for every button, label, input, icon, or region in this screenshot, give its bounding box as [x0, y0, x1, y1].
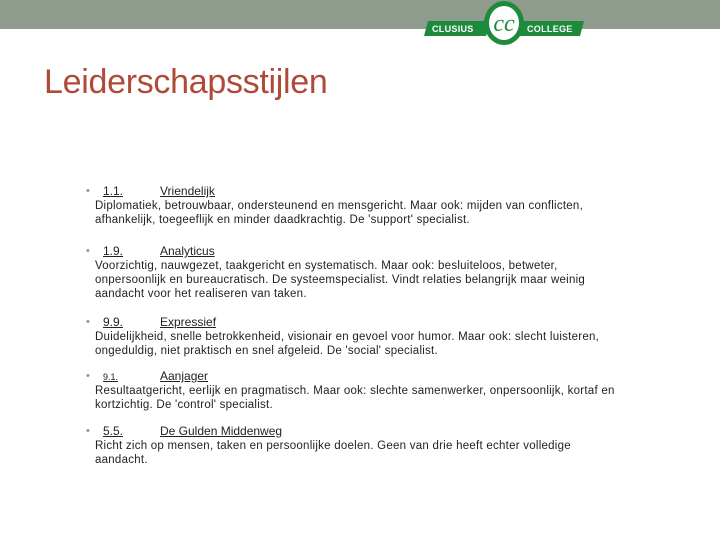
bullet: •	[86, 316, 90, 328]
clusius-college-logo	[424, 0, 584, 46]
item-number: 1.1.	[103, 184, 124, 198]
logo-text-clusius: CLUSIUS	[432, 24, 474, 34]
item-description: Diplomatiek, betrouwbaar, ondersteunend en mensgericht. Maar ook: mijden van conflicten, afhankelijk, toegeeflijk en minder daadkrachtig. De 'support' specialist.	[95, 200, 584, 226]
item-description: Richt zich op mensen, taken en persoonlijke doelen. Geen van drie heeft echter volledige aandacht.	[95, 440, 571, 466]
bullet: •	[86, 245, 90, 257]
header-bar	[0, 0, 720, 29]
logo-text-college: COLLEGE	[527, 24, 573, 34]
item-name: Expressief	[160, 315, 217, 329]
item-number: 5.5.	[103, 424, 124, 438]
slide-title: Leiderschapsstijlen	[44, 63, 328, 101]
item-name: Aanjager	[160, 369, 209, 383]
list-item	[86, 424, 626, 467]
item-heading	[86, 424, 626, 439]
list-item	[86, 369, 626, 412]
item-heading	[86, 315, 626, 330]
item-heading	[86, 184, 626, 199]
item-description: Duidelijkheid, snelle betrokkenheid, visionair en gevoel voor humor. Maar ook: slecht luisteren, ongeduldig, niet praktisch en snel afgeleid. De 'social' specialist.	[95, 331, 600, 357]
item-name: Vriendelijk	[160, 184, 215, 198]
item-number: 9.9.	[103, 315, 124, 329]
bullet: •	[86, 185, 90, 197]
item-number: 9.1.	[103, 372, 119, 382]
bullet: •	[86, 370, 90, 382]
bullet: •	[86, 425, 90, 437]
svg-text:cc: cc	[493, 11, 515, 37]
list-item	[86, 184, 626, 227]
item-name: De Gulden Middenweg	[160, 424, 283, 438]
item-heading	[86, 244, 626, 259]
item-description: Resultaatgericht, eerlijk en pragmatisch. Maar ook: slechte samenwerker, onpersoonlijk, kortaf en kortzichtig. De 'control' specialist.	[95, 385, 615, 411]
item-heading	[86, 369, 626, 384]
item-number: 1.9.	[103, 244, 124, 258]
list-item	[86, 315, 626, 358]
item-description: Voorzichtig, nauwgezet, taakgericht en systematisch. Maar ook: besluiteloos, betweter, onpersoonlijk en bureaucratisch. De systeemspecialist. Vindt relaties belangrijk maar weinig aandacht voor het realiseren van taken.	[95, 260, 586, 300]
item-name: Analyticus	[160, 244, 215, 258]
list-item	[86, 244, 626, 301]
